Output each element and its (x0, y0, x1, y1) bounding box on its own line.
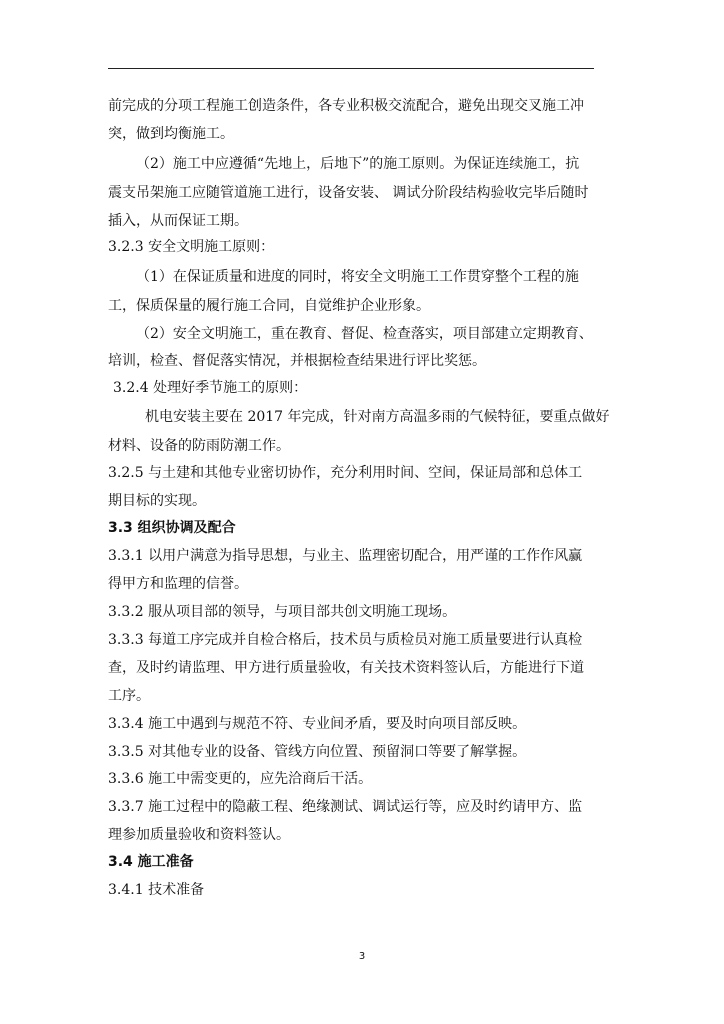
page-number: 3 (358, 951, 366, 962)
section-heading-3-3: 3.3 组织协调及配合 (108, 520, 236, 536)
body-text-line: 工，保质保量的履行施工合同，自觉维护企业形象。 (108, 298, 430, 314)
body-text-line: 3.3.2 服从项目部的领导，与项目部共创文明施工现场。 (108, 604, 457, 620)
section-heading-3-2-4: 3.2.4 处理好季节施工的原则： (113, 380, 308, 396)
header-rule (108, 68, 594, 69)
body-text-line: 3.3.6 施工中需变更的，应先洽商后干活。 (108, 771, 373, 787)
body-text-line: 3.3.5 对其他专业的设备、管线方向位置、预留洞口等要了解掌握。 (108, 744, 527, 760)
body-text-line: 突，做到均衡施工。 (108, 126, 234, 142)
section-heading-3-4: 3.4 施工准备 (108, 854, 194, 870)
body-text-line: 3.3.7 施工过程中的隐蔽工程、绝缘测试、调试运行等，应及时约请甲方、监 (108, 799, 583, 815)
body-text-line: 理参加质量验收和资料签认。 (108, 827, 290, 843)
body-text-line: 3.2.5 与土建和其他专业密切协作，充分利用时间、空间，保证局部和总体工 (108, 465, 583, 481)
body-text-line: 机电安装主要在 2017 年完成，针对南方高温多雨的气候特征，要重点做好 (145, 409, 610, 425)
body-text-line: 期目标的实现。 (108, 493, 206, 509)
body-text-line: 得甲方和监理的信誉。 (108, 576, 248, 592)
body-text-line: （2）安全文明施工，重在教育、督促、检查落实，项目部建立定期教育、 (136, 326, 593, 342)
body-text-line: 前完成的分项工程施工创造条件，各专业积极交流配合，避免出现交叉施工冲 (108, 98, 584, 114)
body-text-line: 震支吊架施工应随管道施工进行，设备安装、 调试分阶段结构验收完毕后随时 (108, 185, 589, 201)
body-text-line: 3.3.4 施工中遇到与规范不符、专业间矛盾，要及时向项目部反映。 (108, 716, 527, 732)
body-text-line: 查，及时约请监理、甲方进行质量验收，有关技术资料签认后，方能进行下道 (108, 660, 584, 676)
body-text-line: 培训，检查、督促落实情况，并根据检查结果进行评比奖惩。 (108, 353, 486, 369)
body-text-line: 材料、设备的防雨防潮工作。 (108, 438, 290, 454)
body-text-line: 插入，从而保证工期。 (108, 213, 248, 229)
body-text-line: （1）在保证质量和进度的同时，将安全文明施工工作贯穿整个工程的施 (136, 269, 579, 285)
section-heading-3-4-1: 3.4.1 技术准备 (108, 882, 205, 898)
body-text-line: 3.3.3 每道工序完成并自检合格后，技术员与质检员对施工质量要进行认真检 (108, 632, 583, 648)
body-text-line: （2）施工中应遵循“先地上，后地下”的施工原则。为保证连续施工，抗 (136, 156, 580, 172)
body-text-line: 工序。 (108, 688, 150, 704)
body-text-line: 3.3.1 以用户满意为指导思想，与业主、监理密切配合，用严谨的工作作风赢 (108, 548, 583, 564)
section-heading-3-2-3: 3.2.3 安全文明施工原则： (108, 239, 275, 255)
